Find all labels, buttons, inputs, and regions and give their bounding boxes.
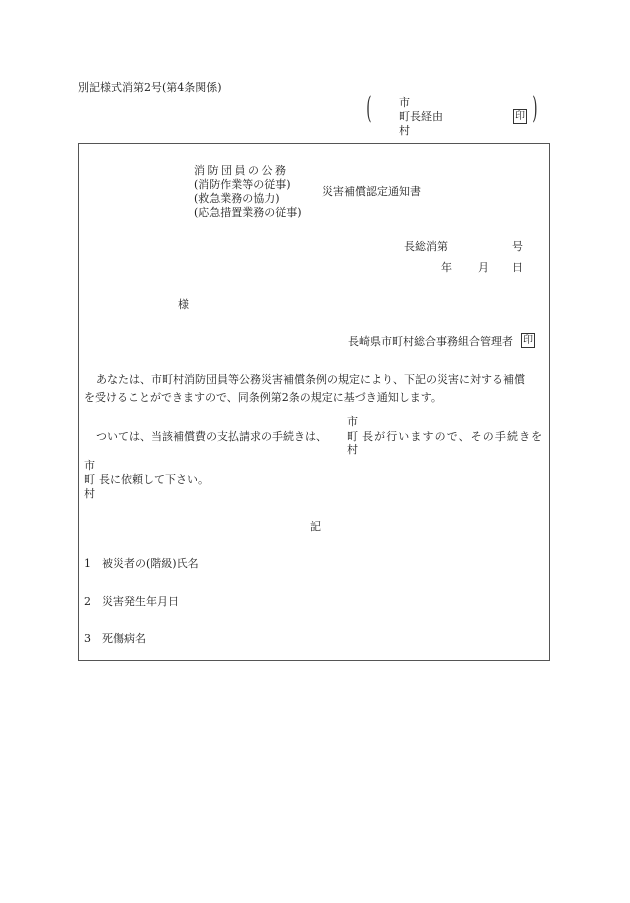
sender-seal (521, 333, 535, 348)
title-option-1: 消防団員の公務 (194, 164, 289, 177)
body-para1-line2: を受けることができますので、同条例第2条の規定に基づき通知します。 (84, 391, 442, 404)
document-title: 災害補償認定通知書 (322, 185, 421, 198)
sender-name: 長崎県市町村総合事務組合管理者 (348, 335, 513, 348)
routing-village: 村 (399, 124, 410, 137)
body-para3-after: 長に依頼して下さい。 (99, 473, 209, 486)
routing-town-via: 町長経由 (399, 110, 443, 123)
left-bracket: ( (366, 91, 372, 126)
date-day: 日 (512, 261, 523, 274)
form-label: 別記様式消第2号(第4条関係) (78, 81, 222, 94)
seal-mark: 印 (523, 335, 533, 346)
ki-heading: 記 (310, 520, 321, 533)
routing-seal (513, 109, 527, 124)
item-1-number: 1 (84, 557, 91, 570)
stack-city: 市 (347, 415, 358, 428)
title-option-4: (応急措置業務の従事) (194, 206, 302, 219)
stack-village: 村 (347, 443, 358, 456)
item-2-label: 災害発生年月日 (102, 595, 179, 608)
recipient-honorific: 様 (178, 298, 189, 311)
title-option-2: (消防作業等の従事) (194, 178, 291, 191)
body-para2-before: ついては、当該補償費の支払請求の手続きは、 (96, 430, 327, 443)
body-para1-line1: あなたは、市町村消防団員等公務災害補償条例の規定により、下記の災害に対する補償 (96, 373, 525, 386)
stack-city-2: 市 (84, 459, 95, 472)
date-month: 月 (478, 261, 489, 274)
routing-city: 市 (399, 96, 410, 109)
date-year: 年 (441, 261, 452, 274)
item-3-number: 3 (84, 632, 91, 645)
stack-town: 町 (347, 430, 358, 443)
doc-number-prefix: 長総消第 (404, 240, 448, 253)
item-2-number: 2 (84, 595, 91, 608)
body-para2-after: 長が行いますので、その手続きを (362, 430, 544, 443)
item-1-label: 被災者の(階級)氏名 (102, 557, 199, 570)
title-option-3: (救急業務の協力) (194, 192, 280, 205)
right-bracket: ) (532, 91, 538, 126)
seal-mark: 印 (515, 111, 525, 122)
stack-town-2: 町 (84, 473, 95, 486)
item-3-label: 死傷病名 (102, 632, 146, 645)
stack-village-2: 村 (84, 487, 95, 500)
doc-number-suffix: 号 (512, 240, 523, 253)
